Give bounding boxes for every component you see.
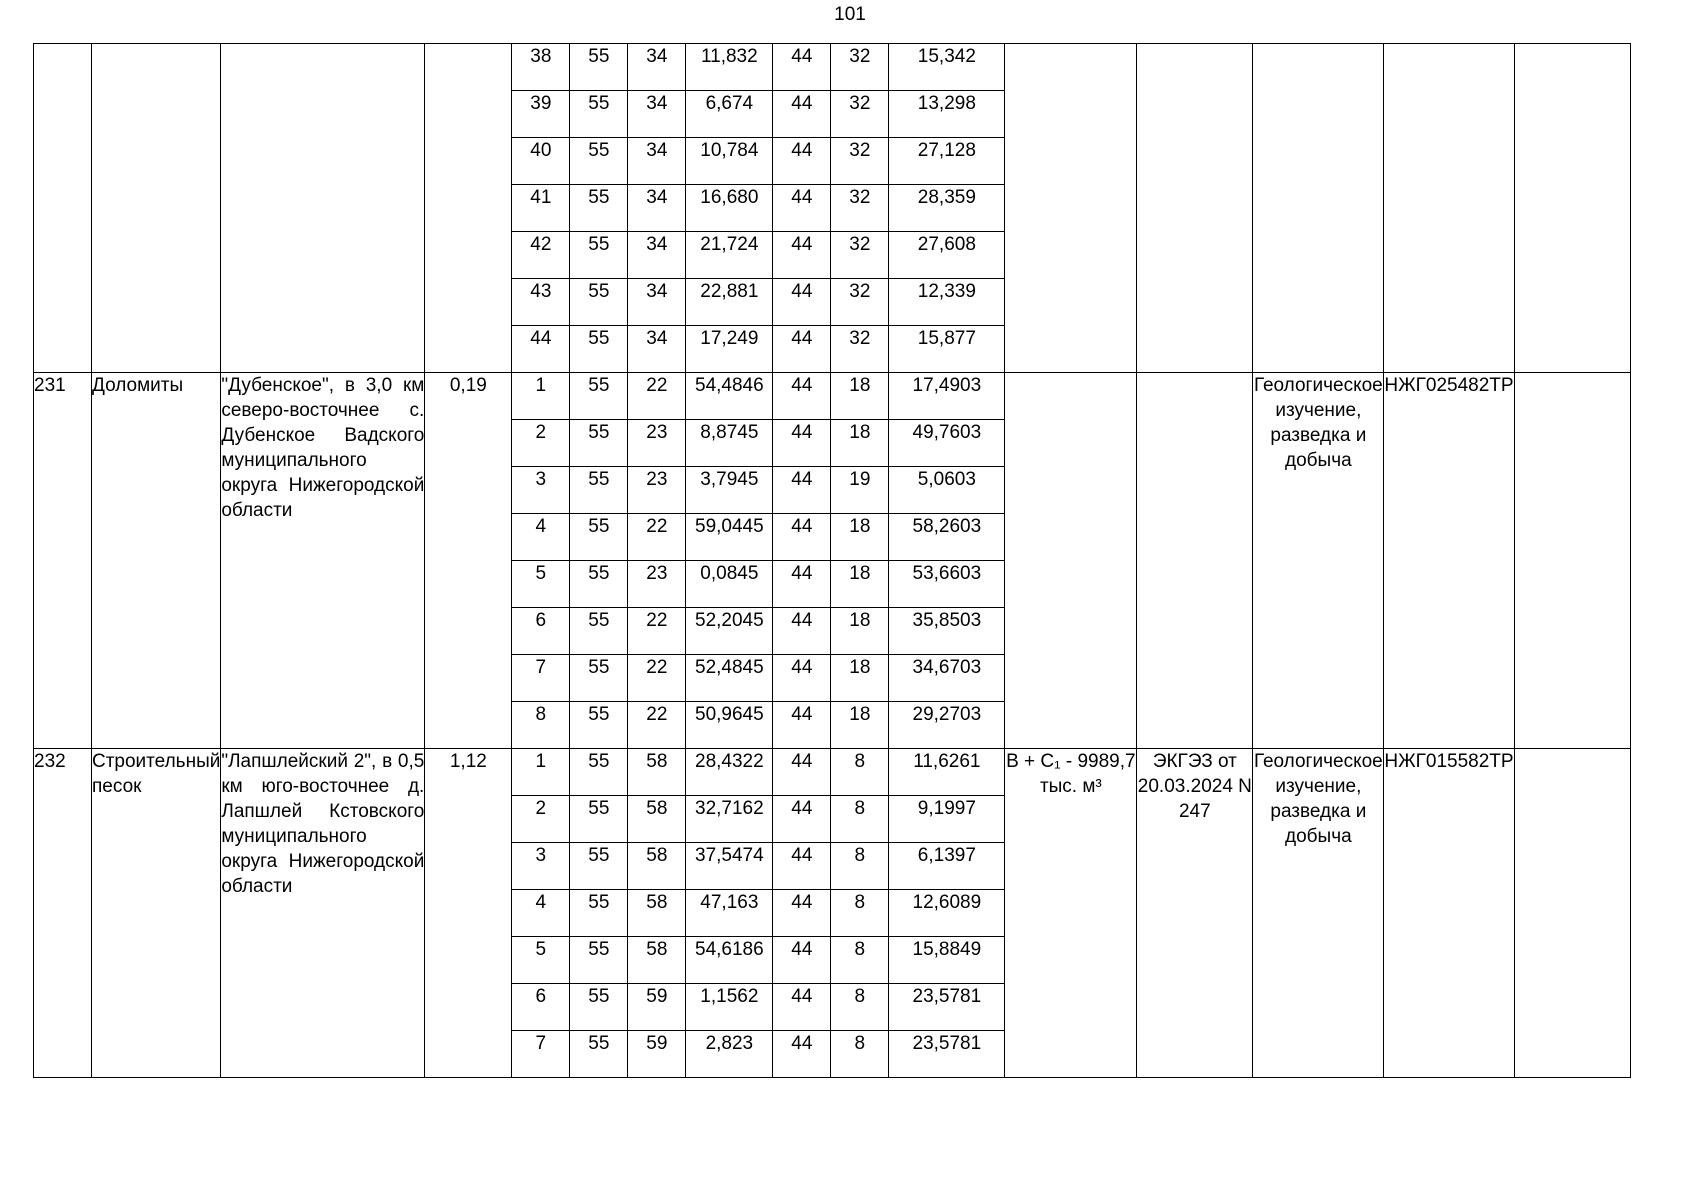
lat-minutes: 22 xyxy=(628,514,686,561)
registry-body xyxy=(34,44,1631,1078)
lat-degrees: 55 xyxy=(570,702,628,749)
lat-degrees: 55 xyxy=(570,326,628,373)
point-number: 2 xyxy=(512,796,570,843)
lat-seconds: 52,4845 xyxy=(686,655,773,702)
lat-minutes: 34 xyxy=(628,91,686,138)
remarks xyxy=(1514,44,1630,373)
expertise xyxy=(1137,44,1253,373)
lat-minutes: 34 xyxy=(628,279,686,326)
registry-table xyxy=(33,43,1631,1078)
lat-minutes: 34 xyxy=(628,44,686,91)
license-number xyxy=(1384,44,1514,373)
lon-minutes: 32 xyxy=(831,326,889,373)
lat-degrees: 55 xyxy=(570,373,628,420)
lat-seconds: 2,823 xyxy=(686,1031,773,1078)
lon-seconds: 34,6703 xyxy=(889,655,1005,702)
lat-degrees: 55 xyxy=(570,655,628,702)
lon-minutes: 32 xyxy=(831,232,889,279)
lon-seconds: 12,339 xyxy=(889,279,1005,326)
point-number: 5 xyxy=(512,937,570,984)
lon-minutes: 32 xyxy=(831,91,889,138)
lon-degrees: 44 xyxy=(773,232,831,279)
lat-seconds: 54,6186 xyxy=(686,937,773,984)
remarks xyxy=(1514,373,1630,749)
lat-seconds: 37,5474 xyxy=(686,843,773,890)
area-value: 1,12 xyxy=(425,749,512,1078)
reserves: В + С₁ - 9989,7 тыс. м³ xyxy=(1005,749,1137,1078)
lat-seconds: 16,680 xyxy=(686,185,773,232)
lat-seconds: 0,0845 xyxy=(686,561,773,608)
lat-minutes: 23 xyxy=(628,561,686,608)
lat-seconds: 22,881 xyxy=(686,279,773,326)
lon-seconds: 6,1397 xyxy=(889,843,1005,890)
lat-seconds: 47,163 xyxy=(686,890,773,937)
mineral-type: Доломиты xyxy=(92,373,221,749)
point-number: 44 xyxy=(512,326,570,373)
lat-minutes: 34 xyxy=(628,232,686,279)
lat-minutes: 22 xyxy=(628,608,686,655)
lat-degrees: 55 xyxy=(570,232,628,279)
lat-minutes: 59 xyxy=(628,984,686,1031)
expertise xyxy=(1137,373,1253,749)
lat-seconds: 11,832 xyxy=(686,44,773,91)
lon-minutes: 18 xyxy=(831,373,889,420)
lat-degrees: 55 xyxy=(570,749,628,796)
reserves xyxy=(1005,44,1137,373)
mineral-type: Строительный песок xyxy=(92,749,221,1078)
lon-seconds: 58,2603 xyxy=(889,514,1005,561)
lat-seconds: 8,8745 xyxy=(686,420,773,467)
lon-degrees: 44 xyxy=(773,655,831,702)
lon-minutes: 8 xyxy=(831,984,889,1031)
point-number: 4 xyxy=(512,514,570,561)
lon-degrees: 44 xyxy=(773,796,831,843)
lat-seconds: 17,249 xyxy=(686,326,773,373)
point-number: 7 xyxy=(512,1031,570,1078)
lon-seconds: 23,5781 xyxy=(889,1031,1005,1078)
lon-seconds: 9,1997 xyxy=(889,796,1005,843)
point-number: 5 xyxy=(512,561,570,608)
lat-degrees: 55 xyxy=(570,279,628,326)
lon-degrees: 44 xyxy=(773,185,831,232)
table-row xyxy=(34,373,1631,420)
lat-degrees: 55 xyxy=(570,796,628,843)
entry-number: 232 xyxy=(34,749,92,1078)
lat-minutes: 58 xyxy=(628,796,686,843)
lat-seconds: 1,1562 xyxy=(686,984,773,1031)
point-number: 1 xyxy=(512,373,570,420)
reserves xyxy=(1005,373,1137,749)
lat-minutes: 22 xyxy=(628,655,686,702)
lon-minutes: 8 xyxy=(831,796,889,843)
lon-minutes: 8 xyxy=(831,937,889,984)
lon-seconds: 15,877 xyxy=(889,326,1005,373)
lat-seconds: 32,7162 xyxy=(686,796,773,843)
point-number: 1 xyxy=(512,749,570,796)
lon-seconds: 11,6261 xyxy=(889,749,1005,796)
lat-seconds: 10,784 xyxy=(686,138,773,185)
lon-minutes: 8 xyxy=(831,843,889,890)
lon-seconds: 13,298 xyxy=(889,91,1005,138)
lat-degrees: 55 xyxy=(570,890,628,937)
lat-minutes: 23 xyxy=(628,420,686,467)
lat-degrees: 55 xyxy=(570,843,628,890)
point-number: 41 xyxy=(512,185,570,232)
license-number: НЖГ015582ТР xyxy=(1384,749,1514,1078)
lat-minutes: 58 xyxy=(628,937,686,984)
point-number: 42 xyxy=(512,232,570,279)
point-number: 2 xyxy=(512,420,570,467)
lat-degrees: 55 xyxy=(570,44,628,91)
mineral-type xyxy=(92,44,221,373)
lat-degrees: 55 xyxy=(570,937,628,984)
lon-degrees: 44 xyxy=(773,984,831,1031)
lon-seconds: 23,5781 xyxy=(889,984,1005,1031)
lon-seconds: 27,128 xyxy=(889,138,1005,185)
lon-minutes: 18 xyxy=(831,655,889,702)
lon-degrees: 44 xyxy=(773,467,831,514)
lat-seconds: 3,7945 xyxy=(686,467,773,514)
lon-minutes: 32 xyxy=(831,138,889,185)
lon-degrees: 44 xyxy=(773,561,831,608)
use-type: Геологическое изучение, разведка и добыча xyxy=(1253,749,1384,1078)
point-number: 7 xyxy=(512,655,570,702)
lon-seconds: 5,0603 xyxy=(889,467,1005,514)
point-number: 8 xyxy=(512,702,570,749)
lon-degrees: 44 xyxy=(773,1031,831,1078)
lon-seconds: 15,8849 xyxy=(889,937,1005,984)
lat-degrees: 55 xyxy=(570,561,628,608)
lon-degrees: 44 xyxy=(773,749,831,796)
lon-seconds: 12,6089 xyxy=(889,890,1005,937)
point-number: 43 xyxy=(512,279,570,326)
lat-minutes: 34 xyxy=(628,185,686,232)
lat-seconds: 54,4846 xyxy=(686,373,773,420)
remarks xyxy=(1514,749,1630,1078)
lat-seconds: 6,674 xyxy=(686,91,773,138)
lat-minutes: 34 xyxy=(628,326,686,373)
lat-seconds: 21,724 xyxy=(686,232,773,279)
entry-number xyxy=(34,44,92,373)
area-value: 0,19 xyxy=(425,373,512,749)
lon-seconds: 35,8503 xyxy=(889,608,1005,655)
lat-minutes: 59 xyxy=(628,1031,686,1078)
lon-degrees: 44 xyxy=(773,279,831,326)
expertise: ЭКГЭЗ от 20.03.2024 N 247 xyxy=(1137,749,1253,1078)
point-number: 3 xyxy=(512,467,570,514)
lon-degrees: 44 xyxy=(773,702,831,749)
point-number: 38 xyxy=(512,44,570,91)
use-type: Геологическое изучение, разведка и добыча xyxy=(1253,373,1384,749)
lon-degrees: 44 xyxy=(773,44,831,91)
lon-minutes: 32 xyxy=(831,44,889,91)
lon-degrees: 44 xyxy=(773,937,831,984)
lat-minutes: 22 xyxy=(628,702,686,749)
lon-minutes: 18 xyxy=(831,514,889,561)
location-description: "Лапшлейский 2", в 0,5 км юго-восточнее д. Лапшлей Кстовского муниципального округа Нижегородской области xyxy=(221,749,425,1078)
point-number: 6 xyxy=(512,984,570,1031)
point-number: 40 xyxy=(512,138,570,185)
point-number: 4 xyxy=(512,890,570,937)
point-number: 3 xyxy=(512,843,570,890)
lon-degrees: 44 xyxy=(773,138,831,185)
lat-degrees: 55 xyxy=(570,420,628,467)
lat-seconds: 28,4322 xyxy=(686,749,773,796)
location-description: "Дубенское", в 3,0 км северо-восточнее с. Дубенское Вадского муниципального округа Нижегородской области xyxy=(221,373,425,749)
point-number: 39 xyxy=(512,91,570,138)
lat-degrees: 55 xyxy=(570,91,628,138)
lon-minutes: 18 xyxy=(831,420,889,467)
point-number: 6 xyxy=(512,608,570,655)
lon-degrees: 44 xyxy=(773,373,831,420)
lat-seconds: 59,0445 xyxy=(686,514,773,561)
lat-degrees: 55 xyxy=(570,138,628,185)
lon-degrees: 44 xyxy=(773,890,831,937)
lon-minutes: 18 xyxy=(831,561,889,608)
entry-number: 231 xyxy=(34,373,92,749)
lon-degrees: 44 xyxy=(773,843,831,890)
lat-degrees: 55 xyxy=(570,984,628,1031)
lat-minutes: 34 xyxy=(628,138,686,185)
table-row xyxy=(34,749,1631,796)
lon-degrees: 44 xyxy=(773,91,831,138)
lon-minutes: 32 xyxy=(831,185,889,232)
lat-degrees: 55 xyxy=(570,608,628,655)
lon-seconds: 28,359 xyxy=(889,185,1005,232)
lat-minutes: 22 xyxy=(628,373,686,420)
lon-seconds: 29,2703 xyxy=(889,702,1005,749)
lon-seconds: 17,4903 xyxy=(889,373,1005,420)
table-row xyxy=(34,44,1631,91)
use-type xyxy=(1253,44,1384,373)
lat-seconds: 50,9645 xyxy=(686,702,773,749)
lon-degrees: 44 xyxy=(773,326,831,373)
lat-seconds: 52,2045 xyxy=(686,608,773,655)
lat-degrees: 55 xyxy=(570,514,628,561)
lon-degrees: 44 xyxy=(773,608,831,655)
lat-degrees: 55 xyxy=(570,185,628,232)
lat-minutes: 58 xyxy=(628,843,686,890)
lat-degrees: 55 xyxy=(570,1031,628,1078)
lon-minutes: 8 xyxy=(831,749,889,796)
lon-minutes: 32 xyxy=(831,279,889,326)
lon-minutes: 18 xyxy=(831,608,889,655)
lat-degrees: 55 xyxy=(570,467,628,514)
license-number: НЖГ025482ТР xyxy=(1384,373,1514,749)
lat-minutes: 58 xyxy=(628,890,686,937)
page-number: 101 xyxy=(834,4,866,25)
lon-seconds: 27,608 xyxy=(889,232,1005,279)
lon-seconds: 15,342 xyxy=(889,44,1005,91)
lon-minutes: 18 xyxy=(831,702,889,749)
lat-minutes: 58 xyxy=(628,749,686,796)
lon-degrees: 44 xyxy=(773,514,831,561)
lon-degrees: 44 xyxy=(773,420,831,467)
lon-minutes: 19 xyxy=(831,467,889,514)
lon-seconds: 53,6603 xyxy=(889,561,1005,608)
lon-minutes: 8 xyxy=(831,890,889,937)
area-value xyxy=(425,44,512,373)
lat-minutes: 23 xyxy=(628,467,686,514)
location-description xyxy=(221,44,425,373)
lon-seconds: 49,7603 xyxy=(889,420,1005,467)
lon-minutes: 8 xyxy=(831,1031,889,1078)
